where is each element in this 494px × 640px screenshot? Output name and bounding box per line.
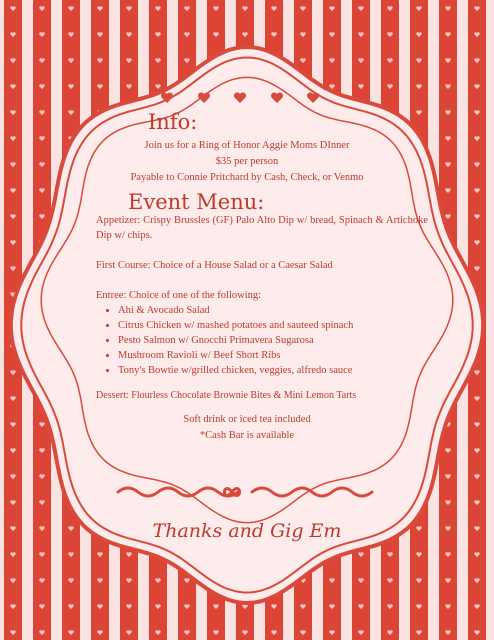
heart-row [160, 92, 320, 104]
heart-icon [197, 92, 211, 104]
heart-icon [306, 92, 320, 104]
entree-list [96, 303, 428, 378]
appetizer-text: Appetizer: Crispy Brussles (GF) Palo Alto Dip w/ bread, Spinach & Artichoke Dip w/ chips. [96, 215, 428, 241]
info-line-payment: Payable to Connie Pritchard by Cash, Check, or Venmo [130, 172, 364, 183]
info-details [100, 138, 394, 186]
list-item: • Ahi & Avocado Salad [118, 303, 428, 318]
drinks-line: Soft drink or iced tea included [183, 414, 311, 425]
list-item: • Pesto Salmon w/ Gnocchi Primavera Sugarosa [118, 333, 428, 348]
info-line-price: $35 per person [215, 156, 279, 167]
heart-icon [160, 92, 174, 104]
closing-signature: Thanks and Gig Em [152, 520, 342, 542]
dessert-text: Dessert: Flourless Chocolate Brownie Bites & Mini Lemon Tarts [96, 390, 357, 401]
info-heading: Info: [148, 110, 198, 134]
heart-icon [270, 92, 284, 104]
list-item: • Citrus Chicken w/ mashed potatoes and sauteed spinach [118, 318, 428, 333]
entree-section [96, 288, 428, 378]
cash-bar-line: *Cash Bar is available [199, 430, 295, 441]
info-line-invite: Join us for a Ring of Honor Aggie Moms DInner [144, 140, 350, 151]
drinks-info [100, 412, 394, 444]
first-course-text: First Course: Choice of a House Salad or a Caesar Salad [96, 260, 333, 271]
menu-heading: Event Menu: [128, 190, 265, 214]
entree-intro: Entree: Choice of one of the following: [96, 290, 262, 301]
heart-icon [233, 92, 247, 104]
list-item: • Tony's Bowtie w/grilled chicken, veggies, alfredo sauce [118, 363, 428, 378]
list-item: • Mushroom Ravioli w/ Beef Short Ribs [118, 348, 428, 363]
